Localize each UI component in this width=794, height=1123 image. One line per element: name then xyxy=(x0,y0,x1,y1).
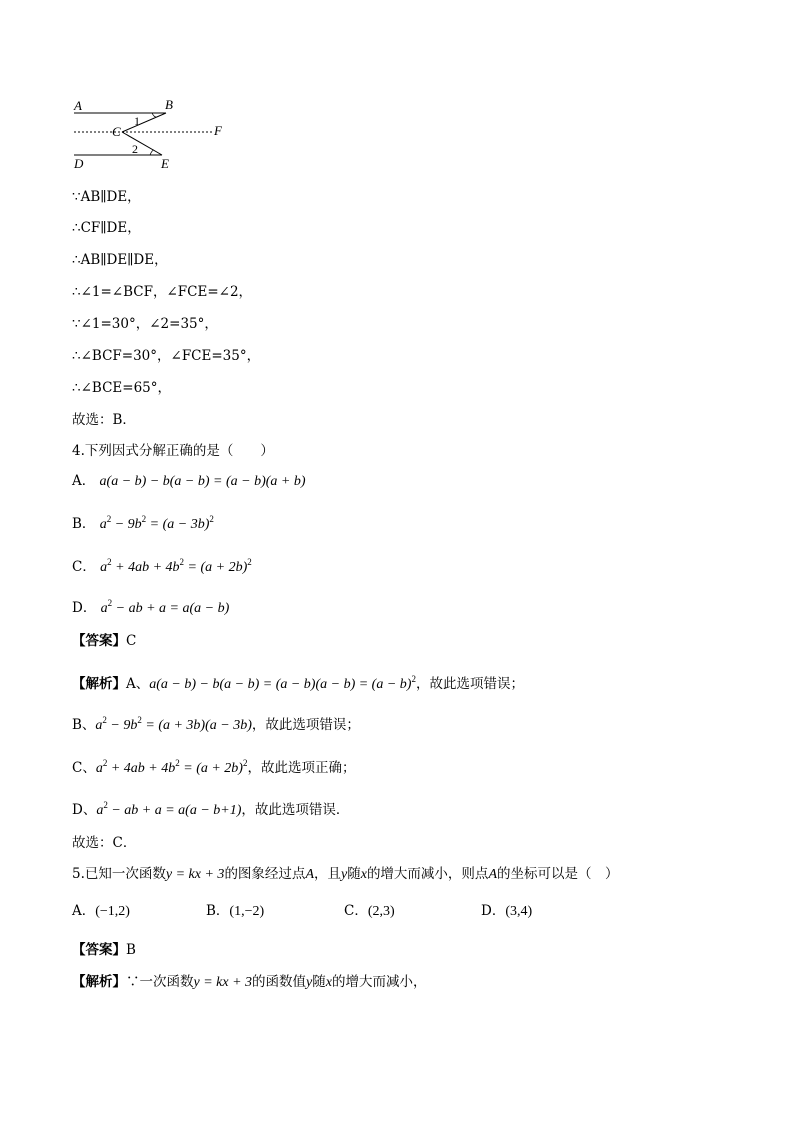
q5-option-a: A．(−1,2) xyxy=(72,903,130,919)
q4-option-c xyxy=(72,553,252,577)
angle-1-arc xyxy=(152,113,156,117)
q4-analysis-b: B、$a^2 - 9b^2 = (a + 3b)(a - 3b)$，故此选项错误； xyxy=(72,715,360,733)
segment-ce xyxy=(122,132,162,155)
q4-answer xyxy=(72,632,136,650)
angle-2-arc xyxy=(150,150,154,155)
question-5-stem: 5.已知一次函数y = kx + 3的图象经过点A，且y随x的增大而减小，则点A的坐标可以是（ ） xyxy=(72,866,619,882)
option-label: D． xyxy=(72,600,97,616)
proof-conclusion: 故选：B． xyxy=(72,412,136,428)
q5-answer xyxy=(72,941,136,959)
answer-value: B xyxy=(126,942,136,958)
label-b: B xyxy=(165,97,173,112)
option-expression: $a^2 - 9b^2 = (a - 3b)^2$ xyxy=(99,514,214,532)
option-label: A． xyxy=(72,473,96,489)
question-4-stem: 4.下列因式分解正确的是（ ） xyxy=(72,443,274,459)
q5-option-c: C．(2,3) xyxy=(344,903,395,919)
q5-options xyxy=(72,902,532,921)
answer-value: C xyxy=(126,633,137,649)
option-label: C． xyxy=(72,559,96,575)
q4-analysis-a: 【解析】A、$a(a - b) - b(a - b) = (a - b)(a - b) = (a - b)^2$，故此选项错误； xyxy=(72,674,524,692)
label-f: F xyxy=(214,123,222,138)
label-e: E xyxy=(161,156,169,171)
option-label: B． xyxy=(72,516,96,532)
q5-analysis: 【解析】∵一次函数y = kx + 3的函数值y随x的增大而减小， xyxy=(72,974,427,990)
q4-conclusion: 故选：C． xyxy=(72,835,137,851)
q5-option-b: B．(1,−2) xyxy=(206,903,265,919)
parallel-lines-figure xyxy=(70,95,240,175)
label-c: C xyxy=(112,124,121,139)
q5-option-d: D．(3,4) xyxy=(481,903,533,919)
analysis-tag: 【解析】 xyxy=(72,676,126,692)
option-expression: $a^2 + 4ab + 4b^2 = (a + 2b)^2$ xyxy=(100,557,252,575)
proof-line: ∴∠1=∠BCF，∠FCE=∠2， xyxy=(72,284,253,300)
proof-line: ∵AB∥DE， xyxy=(72,189,141,205)
answer-tag: 【答案】 xyxy=(72,633,126,649)
label-a: A xyxy=(74,98,82,113)
q4-option-a xyxy=(72,472,306,491)
label-d: D xyxy=(74,156,84,171)
option-expression: a(a − b) − b(a − b) = (a − b)(a + b) xyxy=(99,474,306,489)
q4-option-b xyxy=(72,510,214,534)
proof-line: ∵∠1=30°，∠2=35°， xyxy=(72,316,218,332)
answer-tag: 【答案】 xyxy=(72,942,126,958)
option-expression: $a^2$ − ab + a = a(a − b) xyxy=(100,598,230,616)
label-angle-2: 2 xyxy=(132,142,138,156)
segment-bc xyxy=(122,113,166,132)
label-angle-1: 1 xyxy=(134,114,140,128)
q4-analysis-d: D、$a^2$ − ab + a = a(a − b+1)，故此选项错误． xyxy=(72,800,350,818)
proof-line: ∴CF∥DE， xyxy=(72,220,141,236)
proof-line: ∴∠BCF=30°，∠FCE=35°， xyxy=(72,348,261,364)
proof-line: ∴AB∥DE∥DE， xyxy=(72,252,168,268)
q4-option-d xyxy=(72,594,229,618)
analysis-tag: 【解析】 xyxy=(72,974,126,990)
q4-analysis-c: C、$a^2 + 4ab + 4b^2 = (a + 2b)^2$，故此选项正确； xyxy=(72,758,356,776)
proof-line: ∴∠BCE=65°， xyxy=(72,380,171,396)
